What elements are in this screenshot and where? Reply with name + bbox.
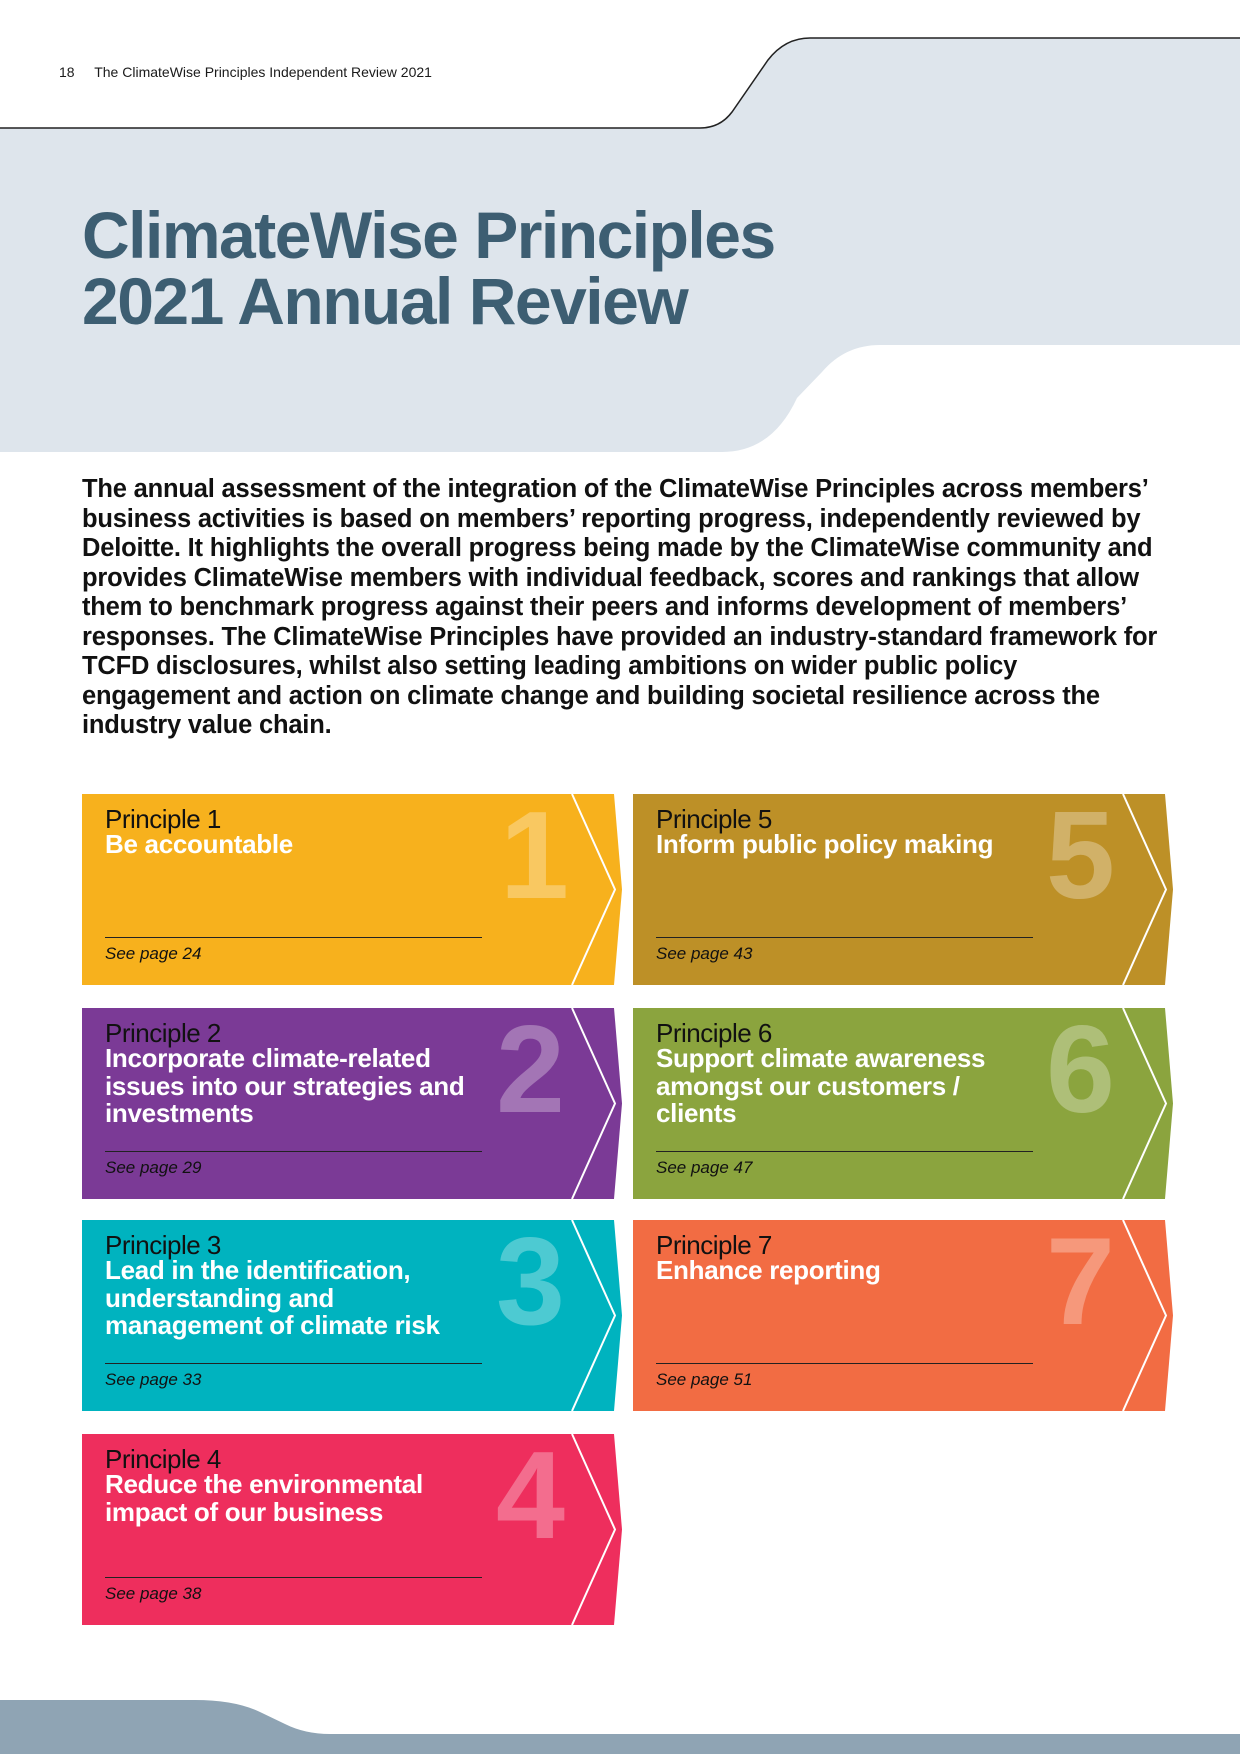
- footer-band: [0, 1700, 1240, 1754]
- principle-label: Principle 3: [105, 1230, 221, 1260]
- divider: [656, 1363, 1033, 1364]
- principle-title: Be accountable: [105, 829, 293, 859]
- divider: [656, 937, 1033, 938]
- principle-title: Enhance reporting: [656, 1255, 881, 1285]
- principle-card-7[interactable]: [633, 1213, 1173, 1411]
- divider: [105, 1577, 482, 1578]
- principle-card-6[interactable]: [633, 1001, 1173, 1199]
- page-title-line-1: ClimateWise Principles: [82, 198, 775, 272]
- principle-card-1[interactable]: [82, 787, 622, 985]
- principle-number: 1: [500, 787, 569, 925]
- principle-card-4[interactable]: [82, 1427, 622, 1625]
- principle-label: Principle 4: [105, 1444, 221, 1474]
- principle-title: Reduce the environmental impact of our business: [105, 1469, 423, 1527]
- principle-number: 5: [1046, 787, 1115, 925]
- principle-label: Principle 6: [656, 1018, 772, 1048]
- principle-number: 2: [496, 1001, 565, 1139]
- principle-card-2[interactable]: [82, 1001, 622, 1199]
- principle-number: 3: [496, 1213, 565, 1351]
- see-page-link[interactable]: See page 33: [105, 1370, 202, 1389]
- principle-label: Principle 7: [656, 1230, 772, 1260]
- see-page-link[interactable]: See page 38: [105, 1584, 202, 1603]
- principle-card-3[interactable]: [82, 1213, 622, 1411]
- principle-number: 6: [1046, 1001, 1115, 1139]
- principle-title: Incorporate climate-related issues into our strategies and investments: [105, 1043, 465, 1128]
- see-page-link[interactable]: See page 29: [105, 1158, 202, 1177]
- divider: [656, 1151, 1033, 1152]
- page-title-line-2: 2021 Annual Review: [82, 264, 688, 338]
- divider: [105, 1363, 482, 1364]
- principle-title: Support climate awareness amongst our customers / clients: [656, 1043, 986, 1128]
- principle-label: Principle 2: [105, 1018, 221, 1048]
- principle-label: Principle 5: [656, 804, 772, 834]
- page-title: [82, 198, 775, 338]
- page-number: 18: [59, 64, 75, 80]
- divider: [105, 937, 482, 938]
- principle-card-5[interactable]: [633, 787, 1173, 985]
- running-header: [59, 64, 432, 80]
- see-page-link[interactable]: See page 51: [656, 1370, 753, 1389]
- divider: [105, 1151, 482, 1152]
- see-page-link[interactable]: See page 24: [105, 944, 202, 963]
- principle-title: Inform public policy making: [656, 829, 994, 859]
- running-title: The ClimateWise Principles Independent Review 2021: [94, 64, 432, 80]
- see-page-link[interactable]: See page 43: [656, 944, 753, 963]
- intro-paragraph: The annual assessment of the integration of the ClimateWise Principles across members’ business activities is based on members’ reporting progress, independently reviewed by Deloitte. It highlights the overall progress being made by the ClimateWise community and provides ClimateWise members with individual feedback, scores and rankings that allow them to benchmark progress against their peers and informs development of members’ responses. The ClimateWise Principles have provided an industry-standard framework for TCFD disclosures, whilst also setting leading ambitions on wider public policy engagement and action on climate change and building societal resilience across the industry value chain.: [82, 475, 1158, 739]
- principle-label: Principle 1: [105, 804, 221, 834]
- see-page-link[interactable]: See page 47: [656, 1158, 753, 1177]
- principle-number: 7: [1046, 1213, 1115, 1351]
- principle-number: 4: [496, 1427, 565, 1565]
- principle-title: Lead in the identification, understanding and management of climate risk: [105, 1255, 440, 1340]
